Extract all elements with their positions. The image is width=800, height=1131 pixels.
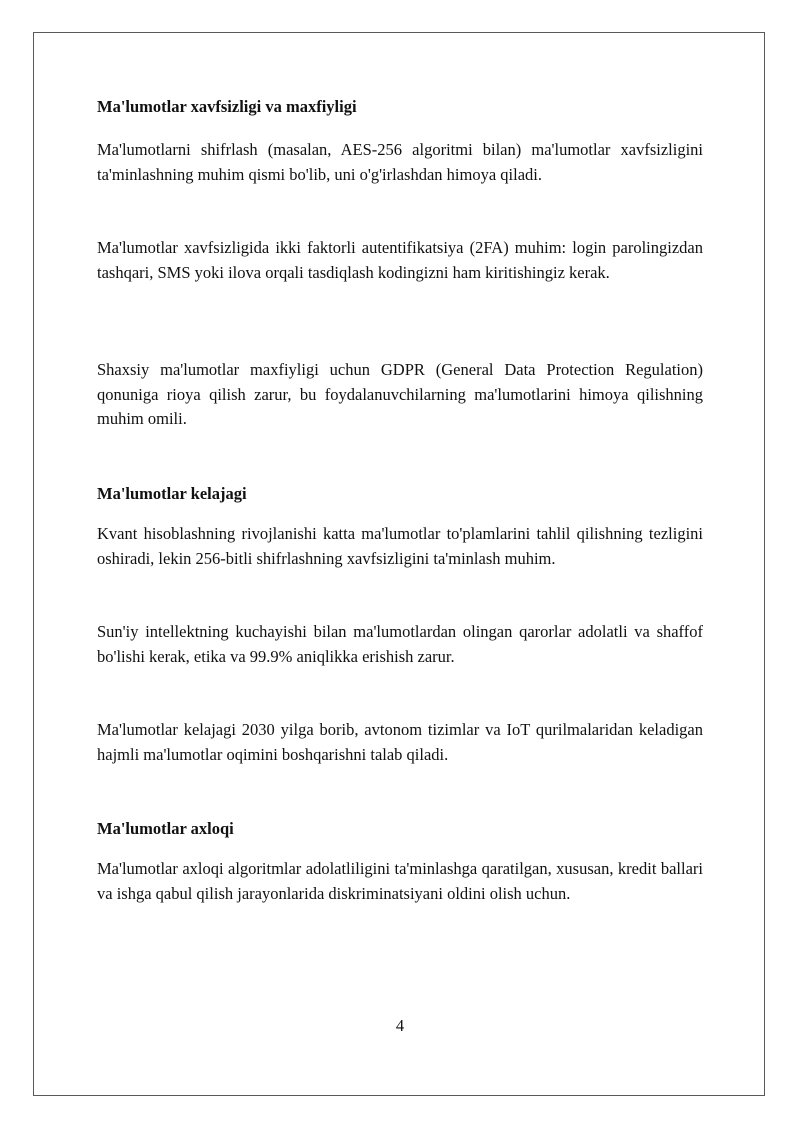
section-heading-ethics: Ma'lumotlar axloqi — [97, 819, 234, 838]
paragraph-iot: Ma'lumotlar kelajagi 2030 yilga borib, avtonom tizimlar va IoT qurilmalaridan keladigan hajmli ma'lumotlar oqimini boshqarishni talab qiladi. — [97, 720, 703, 764]
paragraph-gdpr: Shaxsiy ma'lumotlar maxfiyligi uchun GDPR (General Data Protection Regulation) qonuniga rioya qilish zarur, bu foydalanuvchilarning ma'lumotlarini himoya qilishning muhim omili. — [97, 360, 703, 428]
paragraph-ai: Sun'iy intellektning kuchayishi bilan ma'lumotlardan olingan qarorlar adolatli va shaffof bo'lishi kerak, etika va 99.9% aniqlikka erishish zarur. — [97, 622, 703, 666]
paragraph-ethics: Ma'lumotlar axloqi algoritmlar adolatliligini ta'minlashga qaratilgan, xususan, kredit ballari va ishga qabul qilish jarayonlarida diskriminatsiyani oldini olish uchun. — [97, 859, 703, 903]
paragraph-quantum: Kvant hisoblashning rivojlanishi katta ma'lumotlar to'plamlarini tahlil qilishning tezligini oshiradi, lekin 256-bitli shifrlashning xavfsizligini ta'minlash muhim. — [97, 524, 703, 568]
section-heading-security: Ma'lumotlar xavfsizligi va maxfiyligi — [97, 97, 357, 116]
page-number: 4 — [395, 1016, 405, 1035]
paragraph-2fa: Ma'lumotlar xavfsizligida ikki faktorli autentifikatsiya (2FA) muhim: login parolingizdan tashqari, SMS yoki ilova orqali tasdiqlash kodingizni ham kiritishingiz kerak. — [97, 238, 703, 282]
paragraph-encryption: Ma'lumotlarni shifrlash (masalan, AES-256 algoritmi bilan) ma'lumotlar xavfsizligini ta'minlashning muhim qismi bo'lib, uni o'g'irlashdan himoya qiladi. — [97, 140, 703, 184]
section-heading-future: Ma'lumotlar kelajagi — [97, 484, 247, 503]
